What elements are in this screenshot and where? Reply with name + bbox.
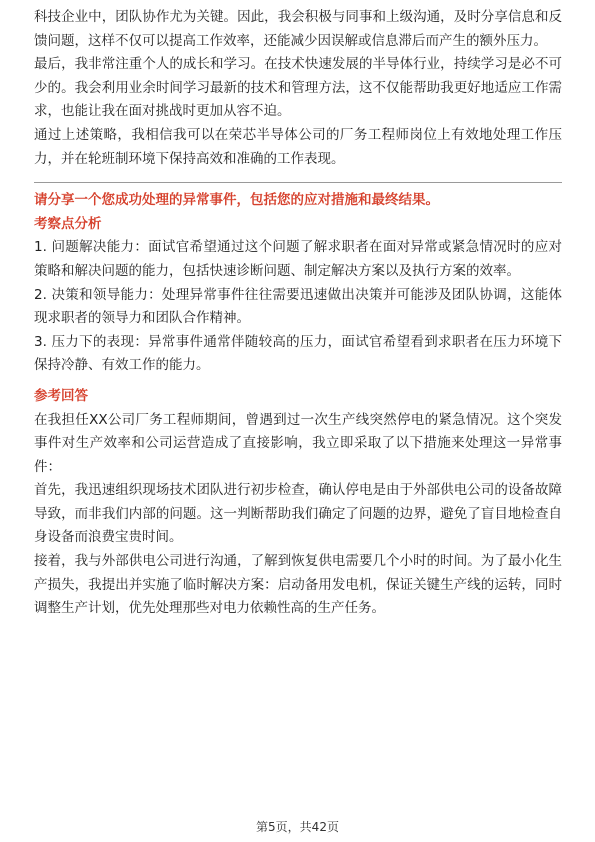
answer-paragraph: 在我担任XX公司厂务工程师期间，曾遇到过一次生产线突然停电的紧急情况。这个突发事件对生产效率和公司运营造成了直接影响，我立即采取了以下措施来处理这一异常事件：	[34, 411, 562, 475]
body-paragraph: 最后，我非常注重个人的成长和学习。在技术快速发展的半导体行业，持续学习是必不可少的。我会利用业余时间学习最新的技术和管理方法，这不仅能帮助我更好地适应工作需求，也能让我在面对挑战时更加从容不迫。	[34, 56, 562, 120]
section-divider	[34, 182, 562, 183]
question-title: 请分享一个您成功处理的异常事件，包括您的应对措施和最终结果。	[34, 192, 439, 209]
page-content	[34, 6, 562, 621]
spacer	[34, 378, 562, 385]
analysis-item: 2. 决策和领导能力：处理异常事件往往需要迅速做出决策并可能涉及团队协调，这能体现求职者的领导力和团队合作精神。	[34, 286, 562, 327]
analysis-heading: 考察点分析	[34, 215, 102, 232]
answer-paragraph: 接着，我与外部供电公司进行沟通，了解到恢复供电需要几个小时的时间。为了最小化生产损失，我提出并实施了临时解决方案：启动备用发电机，保证关键生产线的运转，同时调整生产计划，优先处理那些对电力依赖性高的生产任务。	[34, 553, 562, 617]
answer-heading: 参考回答	[34, 387, 88, 404]
analysis-item: 1. 问题解决能力：面试官希望通过这个问题了解求职者在面对异常或紧急情况时的应对策略和解决问题的能力，包括快速诊断问题、制定解决方案以及执行方案的效率。	[34, 239, 562, 279]
answer-paragraph: 首先，我迅速组织现场技术团队进行初步检查，确认停电是由于外部供电公司的设备故障导致，而非我们内部的问题。这一判断帮助我们确定了问题的边界，避免了盲目地检查自身设备而浪费宝贵时间。	[34, 482, 562, 546]
body-paragraph: 通过上述策略，我相信我可以在荣芯半导体公司的厂务工程师岗位上有效地处理工作压力，并在轮班制环境下保持高效和准确的工作表现。	[34, 126, 562, 167]
page-number: 第5页，共42页	[256, 820, 339, 834]
body-paragraph: 科技企业中，团队协作尤为关键。因此，我会积极与同事和上级沟通，及时分享信息和反馈问题，这样不仅可以提高工作效率，还能减少因误解或信息滞后而产生的额外压力。	[34, 9, 562, 49]
analysis-item: 3. 压力下的表现：异常事件通常伴随较高的压力，面试官希望看到求职者在压力环境下保持冷静、有效工作的能力。	[34, 333, 562, 374]
